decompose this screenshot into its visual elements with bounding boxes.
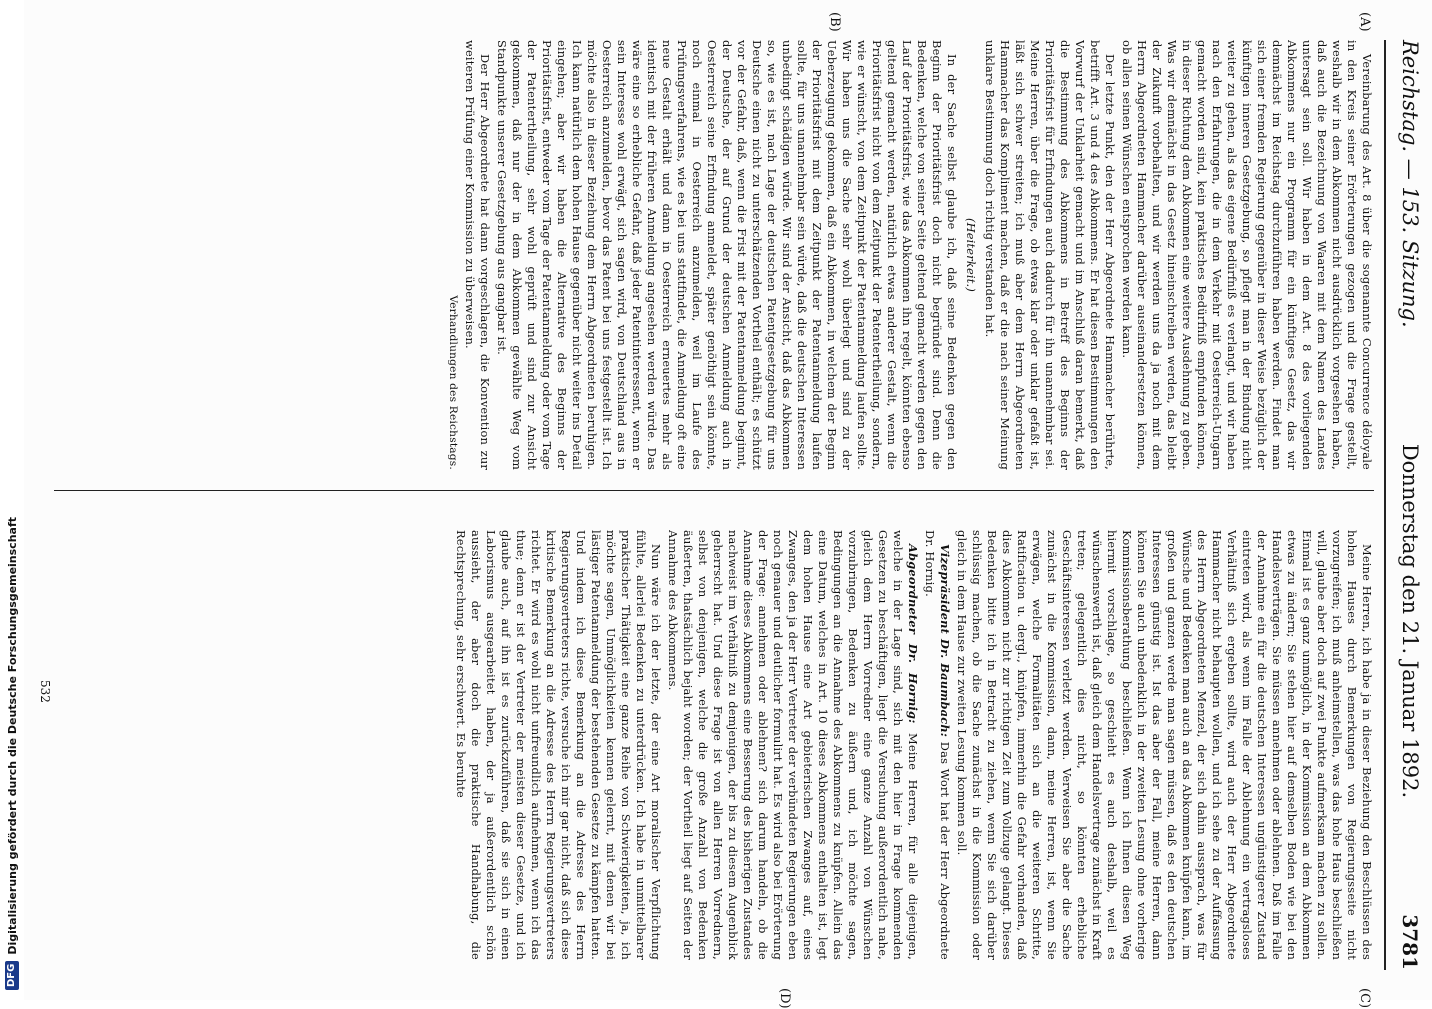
scanned-page <box>24 0 1432 1009</box>
interjection: (Heiterkeit.) <box>964 217 978 293</box>
speaker-name: Abgeordneter Dr. Hornig: <box>906 544 920 724</box>
left-column <box>34 40 1374 470</box>
paragraph: Meine Herren, ich habe ja in dieser Beziehung den Beschlüssen des hohen Hauses durch Bemerkungen von Regierungsseite nicht vorzugreifen; ich muß anheimstellen, was das hohe Haus beschließen will, glaube aber doch auf zwei Punkte aufmerksam machen zu sollen. Einmal ist es ganz unmöglich, in der Kommission an dem Abkommen etwas zu ändern; Sie stehen hier auf demselben Boden wie bei den Handelsverträgen. Sie müssen annehmen oder ablehnen. Daß im Falle der Annahme ein für die deutschen Interessen ungünstigerer Zustand eintreten wird, als wenn im Falle der Ablehnung ein vertragsloses Verhältniß sich ergeben sollte, wird auch der Herr Abgeordnete Hammacher nicht behaupten wollen, und ich sehe zu der Auffassung des Herrn Abgeordneten Menzel, der sich dahin aussprach, was für Wünsche und Bedenken man auch an das Abkommen knüpfen kann, im großen und ganzen werde man sagen müssen, daß es den deutschen Interessen günstig ist. Ist das aber der Fall, meine Herren, dann können Sie auch unbedenklich in der zweiten Lesung ohne vorherige Kommissionsberathung beschließen. Wenn ich Ihnen diesen Weg hiermit vorschlage, so geschieht es auch deshalb, weil es wünschenswerth ist, daß gleich dem Handelsvertrage zunächst in Kraft treten; gelegentlich dies nicht, so könnten erhebliche Geschäftsinteressen verletzt werden. Verweisen Sie aber die Sache zunächst in die Kommission, dann, meine Herren, ist, wenn Sie erwägen, welche Formalitäten sich an die weiteren Schritte, Ratification u. dergl., knüpfen, immerhin die Gefahr vorhanden, daß dies Abkommen nicht zur richtigen Zeit zum Vollzuge gelangt. Dieses Bedenken bitte ich in Betracht zu ziehen, wenn Sie sich darüber schlüssig machen, ob die Sache zunächst in die Kommission oder gleich in dem Hause zur zweiten Lesung kommen soll. <box>955 530 1374 960</box>
speaker-paragraph <box>665 530 920 960</box>
page-bottom-number: 532 <box>38 680 52 703</box>
footer-note: Verhandlungen des Reichstags. <box>447 295 459 470</box>
speaker-paragraph <box>922 530 952 960</box>
digitization-footer-text-row <box>2 516 22 990</box>
paragraph: In der Sache selbst glaube ich, daß seine Bedenken gegen den Beginn der Prioritätsfrist doch nicht begründet sind. Denn die Bedenken, welche von seiner Seite geltend gemacht werden gegen den Lauf der Prioritätsfrist, wie das Abkommen ihn regelt, könnten ebenso geltend gemacht werden, natürlich etwas anderer Gestalt, wenn die Prioritätsfrist nicht von dem Zeitpunkt der Patentertheilung, sondern, wie er wünscht, von dem Zeitpunkt der Patentanmeldung laufen sollte. Wir haben uns die Sache sehr wohl überlegt und sind zu der Ueberzeugung gekommen, daß ein Abkommen, in welchem der Beginn der Prioritätsfrist mit dem Zeitpunkt der Patentanmeldung laufen sollte, für uns unannehmbar sein würde, daß die deutschen Interessen unbedingt schädigen würde. Wir sind der Ansicht, daß das Abkommen so, wie es ist, nach Lage der deutschen Patentgesetzgebung für uns Deutsche einen nicht zu unterschätzenden Vortheil enthält; es schützt vor der Gefahr, daß, wenn die Frist mit der Patentanmeldung beginnt, der Deutsche, der auf Grund der deutschen Anmeldung auch in Oesterreich seine Erfindung anmeldet, später genöthigt sein könnte, noch einmal in Oesterreich anzumelden, weil im Laufe des Prüfungsverfahrens, wie es bei uns stattfindet, die Anmeldung oft eine neue Gestalt erhält und dann in Oesterreich erneuertes mehr als identisch mit der früheren Anmeldung angesehen werden würde. Das wäre eine so erhebliche Gefahr, daß jeder Patentinteressent, wenn er sein Interesse wohl erwägt, sich sagen wird, von Deutschland aus in Oesterreich anzumelden, bevor das Patent bei uns festgestellt ist. Ich möchte also in dieser Beziehung dem Herrn Abgeordneten beruhigen. Ich kann natürlich dem hohen Hause gegenüber nicht weiter ins Detail eingehen; aber wir haben die Alternative des Beginns der Prioritätsfrist, entweder vom Tage der Patentanmeldung oder vom Tage der Patentertheilung, sehr wohl geprüft und sind zur Ansicht gekommen, daß nur der in dem Abkommen gewählte Weg vom Standpunkte unserer Gesetzgebung aus gangbar ist. <box>495 40 959 470</box>
header-date: Donnerstag den 21. Januar 1892. <box>1398 443 1422 799</box>
paragraph: Vereinbarung des Art. 8 über die sogenannte Concurrence déloyale in den Kreis seiner Erörterungen gezogen und die Frage gestellt, weshalb wir in dem Abkommen nicht ausdrücklich vorgesehen haben, daß auch die Bezeichnung von Waaren mit dem Namen des Landes untersagt sein soll. Wir haben in dem Art. 8 des vorliegenden Abkommens nur ein Programm für ein künftiges Gesetz, das wir demnächst im Reichstag durchzuführen haben werden. Findet man sich einer fremden Regierung gegenüber in dieser Weise bezüglich der künftigen inneren Gesetzgebung, so pflegt man in der Bindung nicht weiter zu gehen, als das eigene Bedürfniß es verlangt, und wir haben nach den Erfahrungen, die in dem Verkehr mit Oesterreich-Ungarn gemacht worden sind, kein praktisches Bedürfniß empfunden können, in dieser Richtung dem Abkommen eine weitere Ausdehnung zu geben. Was wir demnächst in das Gesetz hineinschreiben werden, das bleibt der Zukunft vorbehalten, und wir werden uns da ja noch mit dem Herrn Abgeordneten Hammacher darüber auseinandersetzen können, ob allen seinen Wünschen entsprochen werden kann. <box>1120 40 1374 470</box>
margin-mark-c: (C) <box>1357 988 1372 1009</box>
page-header <box>1384 40 1422 970</box>
paragraph: Der Herr Abgeordnete hat dann vorgeschlagen, die Konvention zur weiteren Prüfung einer Kommission zu überweisen. <box>463 40 492 470</box>
margin-mark-d: (D) <box>777 988 792 1009</box>
dfg-logo-icon: DFG <box>5 961 19 990</box>
digitization-note: Digitalisierung gefördert durch die Deutsche Forschungsgemeinschaft <box>5 516 19 955</box>
paragraph: Der letzte Punkt, den der Herr Abgeordnete Hammacher berührte, betrifft Art. 3 und 4 des Abkommens. Er hat diesen Bestimmungen den Vorwurf der Unklarheit gemacht und im Anschluß daran bemerkt, daß die Bestimmung des Abkommens in Betreff des Beginns der Prioritätsfrist für Erfindungen auch dadurch für ihn unannehmbar sei. Meine Herren, über die Frage, ob etwas klar oder unklar gefaßt ist, läßt sich schwer streiten; ich muß aber dem Herrn Abgeordneten Hammacher das Kompliment machen, daß er die nach seiner Meinung unklare Bestimmung doch richtig verstanden hat. <box>983 40 1117 470</box>
paragraph: Nun wäre ich der letzte, der eine Art moralischer Verpflichtung fühlte, allerlei Bedenken zu unterdrücken. Ich habe in unmittelbarer praktischer Thätigkeit eine ganze Reihe von Schwierigkeiten, ja, ich möchte sagen, Unmöglichkeiten kennen gelernt, mit denen wir bei lästiger Patentanmeldung der bestehenden Gesetze zu kämpfen hatten. Und indem ich diese Bemerkung an die Adresse des Herrn Regierungsvertreters richte, versuche ich mir gar nicht, daß sich diese kritische Bemerkung an die Adresse des Herrn Regierungsvertreters richtet. Er wird es wohl nicht unfreundlich aufnehmen, wenn ich das thue; denn er ist der Vertreter der meisten dieser Gesetze, und ich glaube auch, auf ihn ist es zurückzuführen, daß sie sich in einen Laborismus ausgearbeitet haben, der ja außerordentlich schön aussieht, der aber doch die praktische Handhabung, die Rechtsprechung, sehr erschwert. Es beruhte <box>454 530 663 960</box>
header-page-number: 3781 <box>1398 914 1422 970</box>
speaker-name: Vizepräsident Dr. Baumbach: <box>938 544 952 738</box>
header-session: Reichstag. — 153. Sitzung. <box>1398 40 1422 328</box>
speech-text: Das Wort hat der Herr Abgeordnete Dr. Hornig. <box>923 530 952 960</box>
column-divider <box>54 490 1374 491</box>
margin-mark-b: (B) <box>827 12 842 32</box>
right-column <box>34 530 1374 960</box>
speech-text: Meine Herren, für alle diejenigen, welche in der Lage sind, sich mit den hier in Frage kommenden Gesetzen zu beschäftigen, liegt die Versuchung außerordentlich nahe, gleich dem Herrn Vorredner eine ganze Anzahl von Wünschen vorzubringen, Bedenken zu äußern und, ich möchte sagen, Bedingungen an die Annahme des Abkommens zu knüpfen. Allein das eine Datum, welches in Art. 10 dieses Abkommens enthalten ist, legt dem hohen Hause eine Art gebieterischen Zwanges auf, eines Zwanges, den ja der Herr Vertreter der verbündeten Regierungen eben noch genauer und deutlicher formulirt hat. Es wird also bei Erörterung der Frage: annehmen oder ablehnen? sich darum handeln, ob die Annahme dieses Abkommens eine Besserung des bisherigen Zustandes nachweist im Verhältniß zu demjenigen, der bis zu diesem Augenblick geherrscht hat. Und diese Frage ist von allen Herren Vorrednern, selbst von denjenigen, welche die große Anzahl von Bedenken äußerten, thatsächlich bejaht worden; der Vortheil liegt auf Seiten der Annahme des Abkommens. <box>666 530 920 960</box>
margin-mark-a: (A) <box>1357 12 1372 32</box>
digitization-footer <box>0 0 24 1000</box>
